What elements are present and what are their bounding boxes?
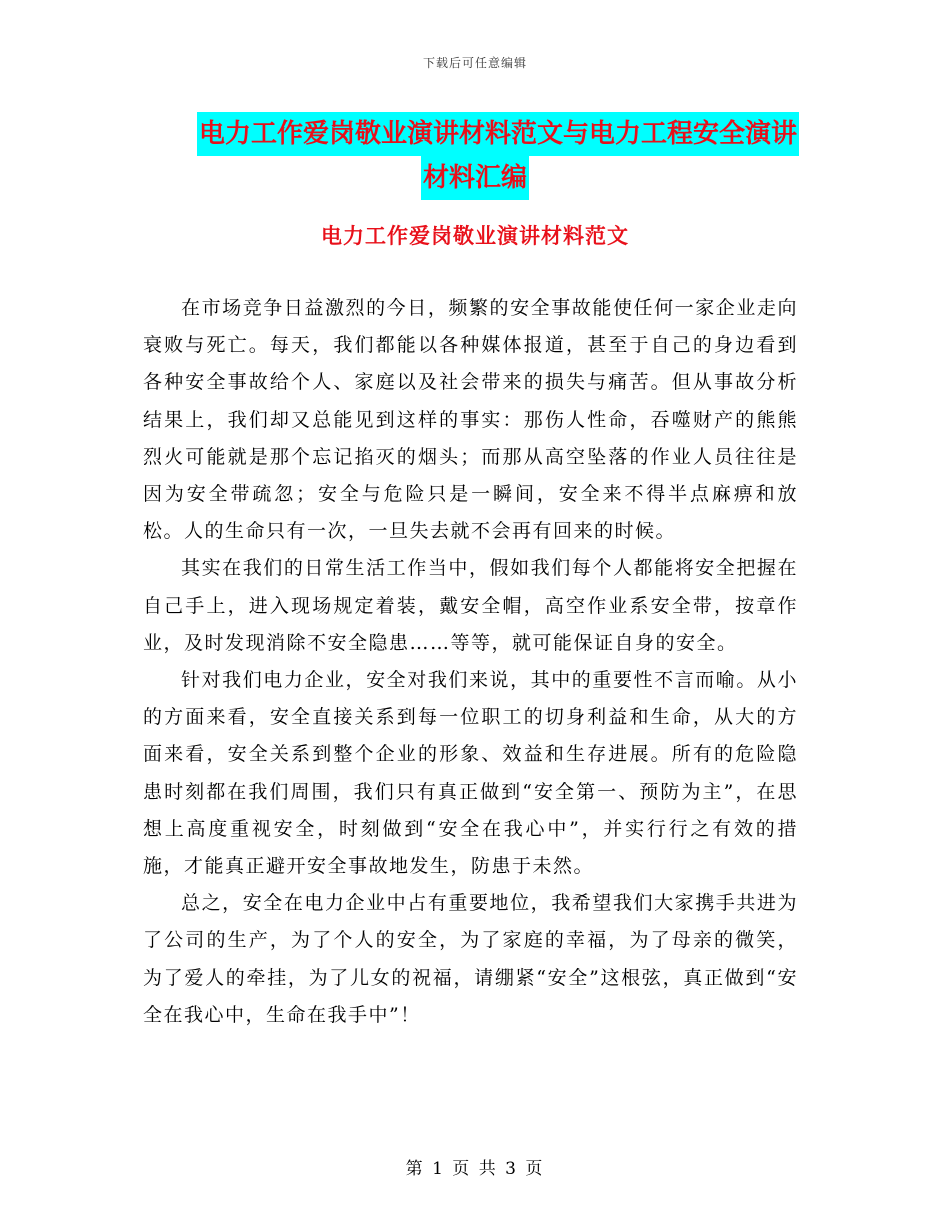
document-title: [0, 112, 950, 200]
page-footer: 第 1 页 共 3 页: [405, 1159, 545, 1179]
document-title-line-2: 材料汇编: [421, 156, 529, 200]
body-paragraph: 在市场竞争日益激烈的今日，频繁的安全事故能使任何一家企业走向衰败与死亡。每天，我们都能以各种媒体报道，甚至于自己的身边看到各种安全事故给个人、家庭以及社会带来的损失与痛苦。但从事故分析结果上，我们却又总能见到这样的事实：那伤人性命，吞噬财产的熊熊烈火可能就是那个忘记掐灭的烟头；而那从高空坠落的作业人员往往是因为安全带疏忽；安全与危险只是一瞬间，安全来不得半点麻痹和放松。人的生命只有一次，一旦失去就不会再有回来的时候。: [143, 297, 798, 543]
body-paragraph: 总之，安全在电力企业中占有重要地位，我希望我们大家携手共进为了公司的生产，为了个人的安全，为了家庭的幸福，为了母亲的微笑，为了爱人的牵挂，为了儿女的祝福，请绷紧“安全”这根弦，真正做到“安全在我心中，生命在我手中”！: [143, 892, 798, 1026]
header-note: 下载后可任意编辑: [422, 56, 527, 70]
body-paragraph: 其实在我们的日常生活工作当中，假如我们每个人都能将安全把握在自己手上，进入现场规定着装，戴安全帽，高空作业系安全带，按章作业，及时发现消除不安全隐患……等等，就可能保证自身的安全。: [143, 557, 798, 654]
body-paragraph: 针对我们电力企业，安全对我们来说，其中的重要性不言而喻。从小的方面来看，安全直接关系到每一位职工的切身利益和生命，从大的方面来看，安全关系到整个企业的形象、效益和生存进展。所有的危险隐患时刻都在我们周围，我们只有真正做到“安全第一、预防为主”，在思想上高度重视安全，时刻做到“安全在我心中”，并实行行之有效的措施，才能真正避开安全事故地发生，防患于未然。: [143, 669, 798, 878]
section-title: 电力工作爱岗敬业演讲材料范文: [321, 224, 629, 248]
document-title-line-1: 电力工作爱岗敬业演讲材料范文与电力工程安全演讲: [197, 112, 799, 156]
document-body: [143, 290, 798, 1034]
